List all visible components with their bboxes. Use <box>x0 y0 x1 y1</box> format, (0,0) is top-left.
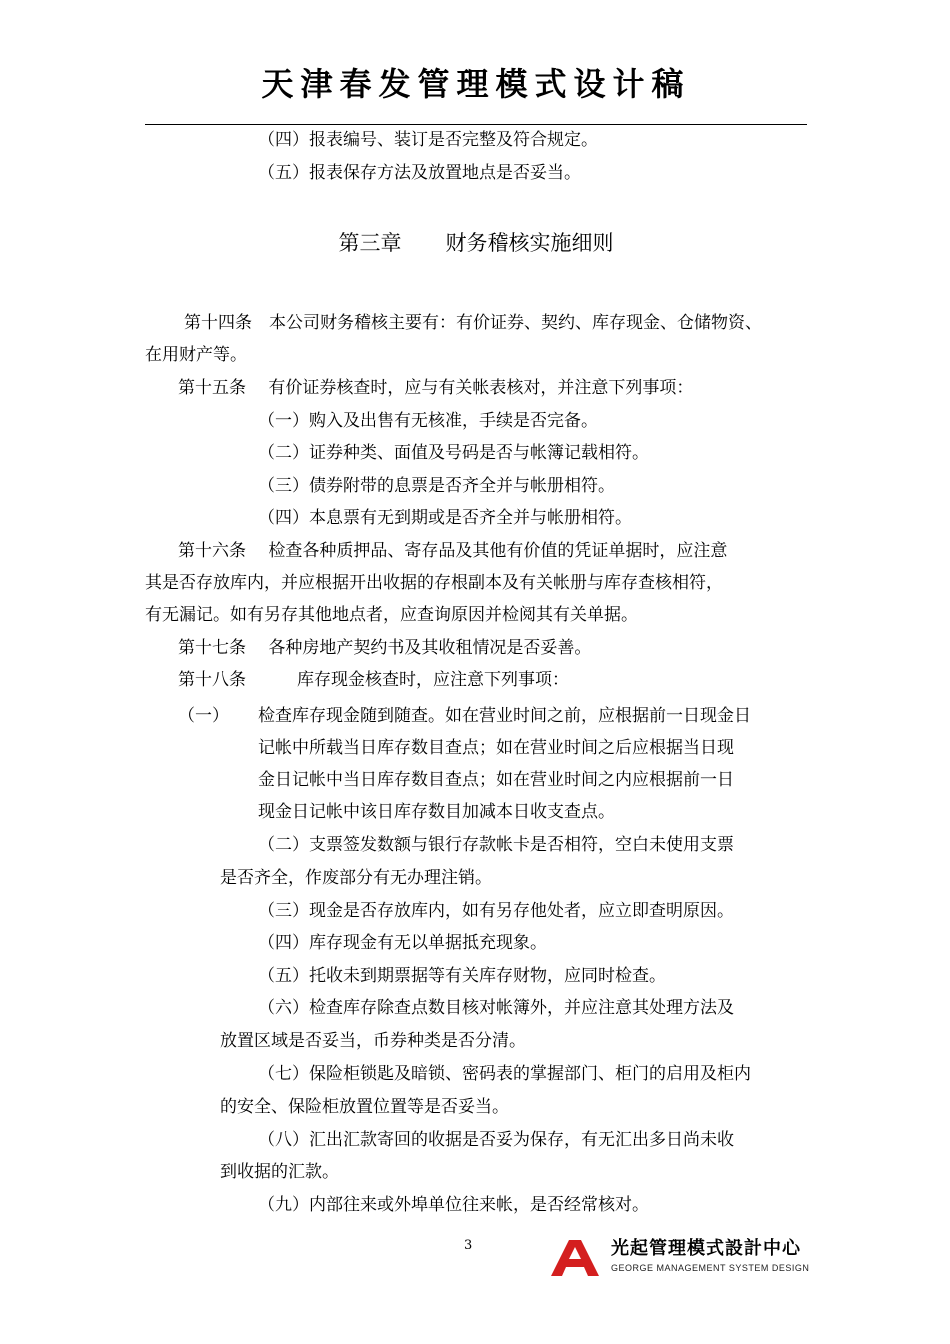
logo-subtitle: GEORGE MANAGEMENT SYSTEM DESIGN <box>611 1263 810 1273</box>
header-divider <box>145 124 807 125</box>
text-line: （一）购入及出售有无核准，手续是否完备。 <box>258 411 598 431</box>
text-line: 放置区域是否妥当，币券种类是否分清。 <box>220 1031 526 1051</box>
list-marker: （一） <box>178 706 229 726</box>
text-line: （四）本息票有无到期或是否齐全并与帐册相符。 <box>258 508 632 528</box>
text-line: 有无漏记。如有另存其他地点者，应查询原因并检阅其有关单据。 <box>145 605 638 625</box>
text-line: 在用财产等。 <box>145 345 247 365</box>
svg-text:A: A <box>572 1267 578 1276</box>
logo-mark-icon <box>545 1238 605 1278</box>
text-line: 是否齐全，作废部分有无办理注销。 <box>220 868 492 888</box>
text-line: 其是否存放库内，并应根据开出收据的存根副本及有关帐册与库存查核相符， <box>145 573 723 593</box>
text-line: （四）库存现金有无以单据抵充现象。 <box>258 933 547 953</box>
text-line: 到收据的汇款。 <box>220 1162 339 1182</box>
text-line: （三）现金是否存放库内，如有另存他处者，应立即查明原因。 <box>258 901 734 921</box>
text-line: 金日记帐中当日库存数目查点；如在营业时间之内应根据前一日 <box>258 770 734 790</box>
text-line: （五）报表保存方法及放置地点是否妥当。 <box>258 163 581 183</box>
text-line: 记帐中所载当日库存数目查点；如在营业时间之后应根据当日现 <box>258 738 734 758</box>
text-line: （三）债券附带的息票是否齐全并与帐册相符。 <box>258 476 615 496</box>
text-line: （五）托收未到期票据等有关库存财物，应同时检查。 <box>258 966 666 986</box>
text-line: （四）报表编号、装订是否完整及符合规定。 <box>258 130 598 150</box>
page-number: 3 <box>464 1238 473 1253</box>
text-line: （九）内部往来或外埠单位往来帐，是否经常核对。 <box>258 1195 649 1215</box>
company-logo <box>545 1236 810 1280</box>
logo-name: 光起管理模式設計中心 <box>611 1238 801 1259</box>
text-line: （二）支票签发数额与银行存款帐卡是否相符，空白未使用支票 <box>258 835 734 855</box>
text-line: 第十四条 本公司财务稽核主要有：有价证券、契约、库存现金、仓储物资、 <box>184 313 762 333</box>
text-line: （八）汇出汇款寄回的收据是否妥为保存，有无汇出多日尚未收 <box>258 1130 734 1150</box>
chapter-title: 财务稽核实施细则 <box>445 231 614 255</box>
text-line: 检查库存现金随到随查。如在营业时间之前，应根据前一日现金日 <box>258 706 751 726</box>
text-line: （七）保险柜锁匙及暗锁、密码表的掌握部门、柜门的启用及柜内 <box>258 1064 751 1084</box>
text-line: （二）证券种类、面值及号码是否与帐簿记载相符。 <box>258 443 649 463</box>
header-title: 天津春发管理模式设计稿 <box>261 65 691 103</box>
text-line: （六）检查库存除查点数目核对帐簿外，并应注意其处理方法及 <box>258 998 734 1018</box>
chapter-number: 第三章 <box>338 231 402 255</box>
text-line: 第十六条 检查各种质押品、寄存品及其他有价值的凭证单据时，应注意 <box>178 541 728 561</box>
text-line: 第十八条 库存现金核查时，应注意下列事项： <box>178 670 569 690</box>
text-line: 第十七条 各种房地产契约书及其收租情况是否妥善。 <box>178 638 592 658</box>
text-line: 现金日记帐中该日库存数目加减本日收支查点。 <box>258 802 615 822</box>
chapter-heading <box>145 228 807 258</box>
text-line: 第十五条 有价证券核查时，应与有关帐表核对，并注意下列事项： <box>178 378 694 398</box>
text-line: 的安全、保险柜放置位置等是否妥当。 <box>220 1097 509 1117</box>
